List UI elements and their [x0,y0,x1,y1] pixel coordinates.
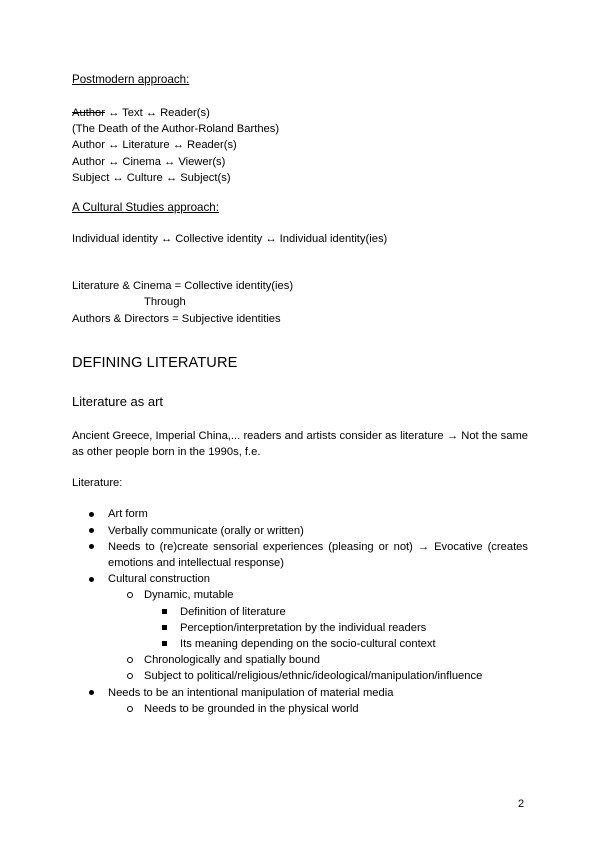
postmodern-line-3: Author ↔ Literature ↔ Reader(s) [72,139,237,152]
list-item-grounded [108,701,528,717]
literature-bullet-list [72,506,528,717]
cultural-studies-heading: A Cultural Studies approach: [72,201,219,215]
page-content [72,70,528,717]
bullet-disc-icon [89,577,94,582]
list-item-subject-to [108,668,528,684]
bullet-square-icon [162,609,167,614]
literature-list-label: Literature: [72,477,123,490]
list-item-text: Needs to be an intentional manipulation of material media [108,686,394,699]
list-item-text: Chronologically and spatially bound [144,654,321,667]
literature-as-art-subtitle: Literature as art [72,393,164,409]
list-item-text: Dynamic, mutable [144,589,234,602]
bullet-circle-icon [127,592,133,598]
equation-authors-directors: Authors & Directors = Subjective identities [72,312,281,325]
list-item-text: Perception/interpretation by the individual readers [180,621,427,634]
list-item-text: Verbally communicate (orally or written) [108,524,304,537]
intentional-sublist [108,701,528,717]
bullet-disc-icon [89,512,94,517]
postmodern-heading: Postmodern approach: [72,73,190,86]
defining-literature-title: DEFINING LITERATURE [72,354,238,371]
bullet-disc-icon [89,528,94,533]
list-item-text: Needs to be grounded in the physical world [144,702,359,715]
bullet-square-icon [162,641,167,646]
list-item-text: Definition of literature [180,605,286,618]
list-item-art-form [72,506,528,522]
bullet-disc-icon [89,544,94,549]
list-item-perception [144,620,528,636]
list-item-dynamic [108,587,528,652]
through-text: Through [144,296,186,309]
postmodern-line-5: Subject ↔ Culture ↔ Subject(s) [72,171,231,184]
cultural-construction-sublist [108,587,528,684]
list-item-definition [144,604,528,620]
bullet-square-icon [162,625,167,630]
list-item-text: Cultural construction [108,573,210,586]
identity-line: Individual identity ↔ Collective identity ↔ Individual identity(ies) [72,233,388,246]
dynamic-sublist [144,604,528,653]
list-item-text: Needs to (re)create sensorial experiences (pleasing or not) → Evocative (creates emotions and intellectual response) [108,540,528,570]
bullet-circle-icon [127,657,133,663]
page-number: 2 [518,798,525,810]
struck-author-text: Author [72,107,105,119]
ancient-greece-paragraph: Ancient Greece, Imperial China,... readers and artists consider as literature → Not the same as other people born in the 1990s, f.e. [72,429,528,459]
list-item-verbally [72,523,528,539]
postmodern-line-1 [72,105,528,121]
list-item-cultural-construction [72,571,528,684]
list-item-text: Subject to political/religious/ethnic/ideological/manipulation/influence [144,670,483,683]
list-item-chrono [108,652,528,668]
bullet-disc-icon [89,690,94,695]
list-item-needs-recreate [72,539,528,571]
equation-literature-cinema: Literature & Cinema = Collective identity(ies) [72,280,294,293]
bullet-circle-icon [127,673,133,679]
list-item-text: Its meaning depending on the socio-cultural context [180,638,436,651]
postmodern-line-4: Author ↔ Cinema ↔ Viewer(s) [72,155,226,168]
postmodern-line-1-rest: ↔ Text ↔ Reader(s) [104,107,210,119]
list-item-intentional [72,685,528,717]
list-item-meaning [144,636,528,652]
postmodern-line-2: (The Death of the Author-Roland Barthes) [72,123,280,136]
bullet-circle-icon [127,706,133,712]
list-item-text: Art form [108,508,148,521]
